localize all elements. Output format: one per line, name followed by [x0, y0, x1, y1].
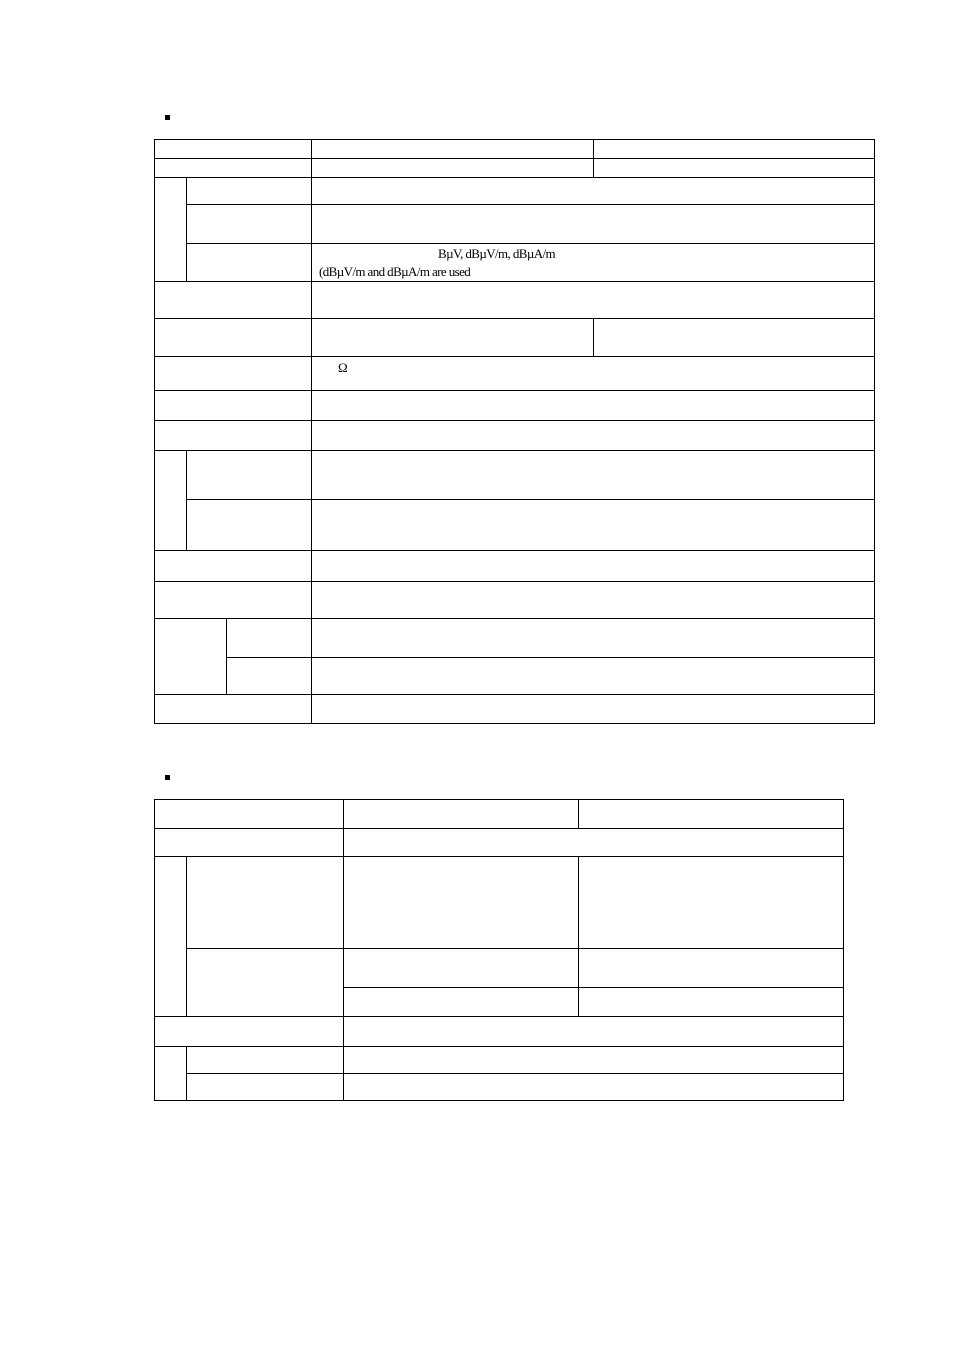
t1-row-line: [154, 581, 875, 582]
t1-row-line: [186, 204, 875, 205]
t1-row-line: [154, 390, 875, 391]
units-text-line1: BµV, dBµV/m, dBµA/m: [438, 246, 556, 261]
spec-table-2: [154, 799, 844, 1101]
t1-row-line: [154, 158, 875, 159]
t2-row-line: [343, 987, 844, 988]
t1-row-line: [226, 657, 875, 658]
t1-col-line: [186, 450, 187, 551]
t1-row-line: [186, 499, 875, 500]
t2-row-line: [154, 1046, 844, 1047]
t1-row-line: [154, 550, 875, 551]
t1-col-line: [226, 618, 227, 695]
t1-row-line: [186, 243, 875, 244]
t1-row-line: [154, 450, 875, 451]
t1-col-line: [593, 318, 594, 357]
impedance-symbol: Ω: [338, 360, 348, 375]
section-1-bullet: [165, 115, 170, 120]
t1-row-line: [154, 177, 875, 178]
t2-row-line: [186, 948, 844, 949]
t1-row-line: [154, 694, 875, 695]
t2-col-line: [578, 799, 579, 829]
t1-col-line: [593, 139, 594, 178]
t1-row-line: [154, 356, 875, 357]
t2-row-line: [154, 1016, 844, 1017]
t1-row-line: [154, 618, 875, 619]
section-2-bullet: [165, 775, 170, 780]
spec-table-1: [154, 139, 875, 724]
t2-col-line: [186, 856, 187, 1017]
t1-row-line: [154, 281, 875, 282]
t1-col-line: [186, 177, 187, 282]
t1-row-line: [154, 420, 875, 421]
units-text-line2: (dBµV/m and dBµA/m are used: [319, 264, 471, 279]
t2-col-line: [343, 799, 344, 1101]
t2-row-line: [154, 828, 844, 829]
t2-row-line: [154, 856, 844, 857]
t1-col-line: [311, 139, 312, 724]
t1-row-line: [154, 318, 875, 319]
t2-col-line: [186, 1046, 187, 1101]
t2-row-line: [186, 1073, 844, 1074]
t2-col-line: [578, 856, 579, 1017]
